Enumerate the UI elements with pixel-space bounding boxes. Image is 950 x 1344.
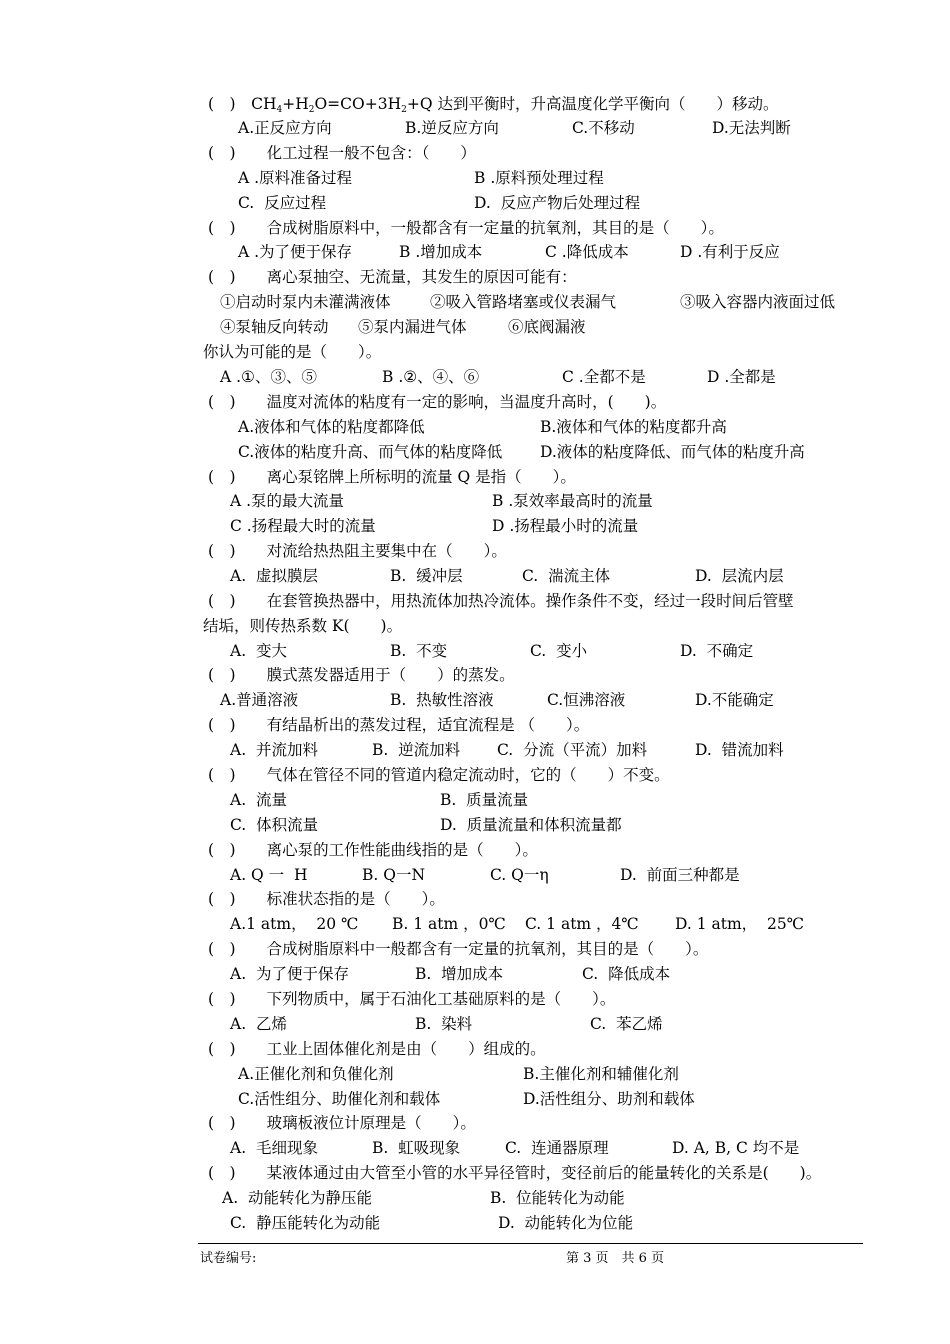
question-18-option-d: D. 动能转化为位能: [498, 1214, 634, 1232]
question-7-stem: ( ) 对流给热热阻主要集中在（ ）。: [208, 542, 507, 560]
question-6-stem: ( ) 离心泵铭牌上所标明的流量 Q 是指（ ）。: [208, 468, 576, 486]
question-5-option-a: A.液体和气体的粘度都降低: [238, 418, 425, 436]
question-15-stem: ( ) 下列物质中，属于石油化工基础原料的是（ ）。: [208, 990, 616, 1008]
question-11-option-c: C. 体积流量: [230, 816, 319, 834]
question-9-option-a: A.普通溶液: [220, 691, 299, 709]
question-4-item-3: ③吸入容器内液面过低: [680, 293, 836, 311]
question-5-option-d: D.液体的粘度降低、而气体的粘度升高: [540, 443, 805, 461]
question-12-option-c: C. Q一η: [490, 866, 549, 884]
question-7-option-d: D. 层流内层: [695, 567, 784, 585]
question-4-item-6: ⑥底阀漏液: [508, 318, 586, 336]
question-12-stem: ( ) 离心泵的工作性能曲线指的是（ ）。: [208, 841, 538, 859]
question-2-option-a: A .原料准备过程: [238, 169, 353, 187]
question-6-option-a: A .泵的最大流量: [230, 492, 345, 510]
question-6-option-d: D .扬程最小时的流量: [492, 517, 639, 535]
question-10-option-d: D. 错流加料: [695, 741, 784, 759]
question-4-prompt: 你认为可能的是（ ）。: [203, 343, 382, 361]
question-12-option-a: A. Q 一 H: [230, 866, 308, 884]
question-17-option-b: B. 虹吸现象: [372, 1139, 461, 1157]
question-15-option-b: B. 染料: [415, 1015, 473, 1033]
question-11-option-d: D. 质量流量和体积流量都: [440, 816, 622, 834]
question-17-option-d: D. A, B, C 均不是: [672, 1139, 800, 1157]
question-14-option-b: B. 增加成本: [415, 965, 504, 983]
question-8-option-d: D. 不确定: [680, 642, 754, 660]
question-5-option-c: C.液体的粘度升高、而气体的粘度降低: [238, 443, 503, 461]
question-2-stem: ( ) 化工过程一般不包含：（ ）: [208, 144, 476, 162]
question-6-option-c: C .扬程最大时的流量: [230, 517, 376, 535]
question-4-item-2: ②吸入管路堵塞或仪表漏气: [430, 293, 617, 311]
question-8-option-c: C. 变小: [530, 642, 588, 660]
footer-rule: [198, 1243, 863, 1244]
question-3-option-d: D .有利于反应: [680, 243, 780, 261]
question-2-option-b: B .原料预处理过程: [474, 169, 604, 187]
question-4-stem: ( ) 离心泵抽空、无流量，其发生的原因可能有：: [208, 268, 577, 286]
question-15-option-a: A. 乙烯: [230, 1015, 287, 1033]
question-4-item-1: ①启动时泵内未灌满液体: [220, 293, 391, 311]
question-2-option-c: C. 反应过程: [238, 194, 327, 212]
question-7-option-c: C. 湍流主体: [522, 567, 611, 585]
question-4-option-d: D .全都是: [707, 368, 776, 386]
question-17-option-a: A. 毛细现象: [230, 1139, 318, 1157]
question-1-option-d: D.无法判断: [712, 119, 791, 137]
question-14-option-c: C. 降低成本: [582, 965, 671, 983]
question-18-option-b: B. 位能转化为动能: [490, 1189, 625, 1207]
question-1-option-a: A.正反应方向: [238, 119, 332, 137]
question-11-stem: ( ) 气体在管径不同的管道内稳定流动时，它的（ ）不变。: [208, 766, 670, 784]
question-6-option-b: B .泵效率最高时的流量: [492, 492, 653, 510]
question-11-option-b: B. 质量流量: [440, 791, 529, 809]
question-5-stem: ( ) 温度对流体的粘度有一定的影响，当温度升高时，( )。: [208, 393, 667, 411]
question-10-option-c: C. 分流（平流）加料: [497, 741, 648, 759]
question-18-stem: ( ) 某液体通过由大管至小管的水平异径管时，变径前后的能量转化的关系是( )。: [208, 1164, 822, 1182]
question-3-option-c: C .降低成本: [545, 243, 629, 261]
question-11-option-a: A. 流量: [230, 791, 287, 809]
question-7-option-b: B. 缓冲层: [390, 567, 463, 585]
question-16-option-a: A.正催化剂和负催化剂: [238, 1065, 394, 1083]
question-5-option-b: B.液体和气体的粘度都升高: [540, 418, 727, 436]
question-8-stem-continued: 结垢，则传热系数 K( )。: [203, 617, 403, 635]
question-13-option-a: A.1 atm， 20 ℃: [230, 915, 359, 933]
question-15-option-c: C. 苯乙烯: [590, 1015, 663, 1033]
question-13-stem: ( ) 标准状态指的是（ ）。: [208, 890, 445, 908]
question-2-option-d: D. 反应产物后处理过程: [474, 194, 641, 212]
question-16-option-b: B.主催化剂和辅催化剂: [523, 1065, 679, 1083]
question-10-stem: ( ) 有结晶析出的蒸发过程，适宜流程是 （ ）。: [208, 716, 590, 734]
question-8-option-b: B. 不变: [390, 642, 448, 660]
question-4-option-a: A .①、③、⑤: [220, 368, 317, 386]
question-13-option-d: D. 1 atm， 25℃: [675, 915, 805, 933]
question-10-option-a: A. 并流加料: [230, 741, 318, 759]
page-number: 第 3 页 共 6 页: [566, 1251, 665, 1266]
question-14-stem: ( ) 合成树脂原料中一般都含有一定量的抗氧剂，其目的是（ ）。: [208, 940, 709, 958]
question-3-option-b: B .增加成本: [399, 243, 483, 261]
question-13-option-b: B. 1 atm ，0℃: [392, 915, 506, 933]
question-4-option-c: C .全都不是: [562, 368, 646, 386]
question-12-option-d: D. 前面三种都是: [620, 866, 740, 884]
question-9-stem: ( ) 膜式蒸发器适用于（ ）的蒸发。: [208, 666, 515, 684]
question-12-option-b: B. Q一N: [362, 866, 426, 884]
question-16-stem: ( ) 工业上固体催化剂是由（ ）组成的。: [208, 1040, 546, 1058]
question-18-option-c: C. 静压能转化为动能: [230, 1214, 381, 1232]
question-8-stem: ( ) 在套管换热器中，用热流体加热冷流体。操作条件不变，经过一段时间后管壁: [208, 592, 794, 610]
question-13-option-c: C. 1 atm ，4℃: [525, 915, 639, 933]
question-18-option-a: A. 动能转化为静压能: [222, 1189, 372, 1207]
question-4-item-4: ④泵轴反向转动: [220, 318, 329, 336]
question-8-option-a: A. 变大: [230, 642, 287, 660]
question-14-option-a: A. 为了便于保存: [230, 965, 349, 983]
question-16-option-c: C.活性组分、助催化剂和载体: [238, 1090, 441, 1108]
question-3-option-a: A .为了便于保存: [238, 243, 353, 261]
question-17-option-c: C. 连通器原理: [505, 1139, 609, 1157]
question-9-option-b: B. 热敏性溶液: [390, 691, 494, 709]
question-1-stem: ( ) $CH_4+H_2O=CO+3H_2+Q$ 达到平衡时，升高温度化学平衡向（ ）移动。: [208, 95, 779, 115]
question-9-option-c: C.恒沸溶液: [547, 691, 626, 709]
question-9-option-d: D.不能确定: [695, 691, 774, 709]
question-10-option-b: B. 逆流加料: [372, 741, 461, 759]
question-7-option-a: A. 虚拟膜层: [230, 567, 318, 585]
question-1-option-c: C.不移动: [572, 119, 635, 137]
exam-number-label: 试卷编号:: [200, 1251, 257, 1266]
question-3-stem: ( ) 合成树脂原料中，一般都含有一定量的抗氧剂，其目的是（ ）。: [208, 219, 724, 237]
question-4-item-5: ⑤泵内漏进气体: [358, 318, 467, 336]
question-16-option-d: D.活性组分、助剂和载体: [523, 1090, 695, 1108]
question-17-stem: ( ) 玻璃板液位计原理是（ ）。: [208, 1114, 476, 1132]
question-1-option-b: B.逆反应方向: [405, 119, 499, 137]
question-4-option-b: B .②、④、⑥: [382, 368, 480, 386]
